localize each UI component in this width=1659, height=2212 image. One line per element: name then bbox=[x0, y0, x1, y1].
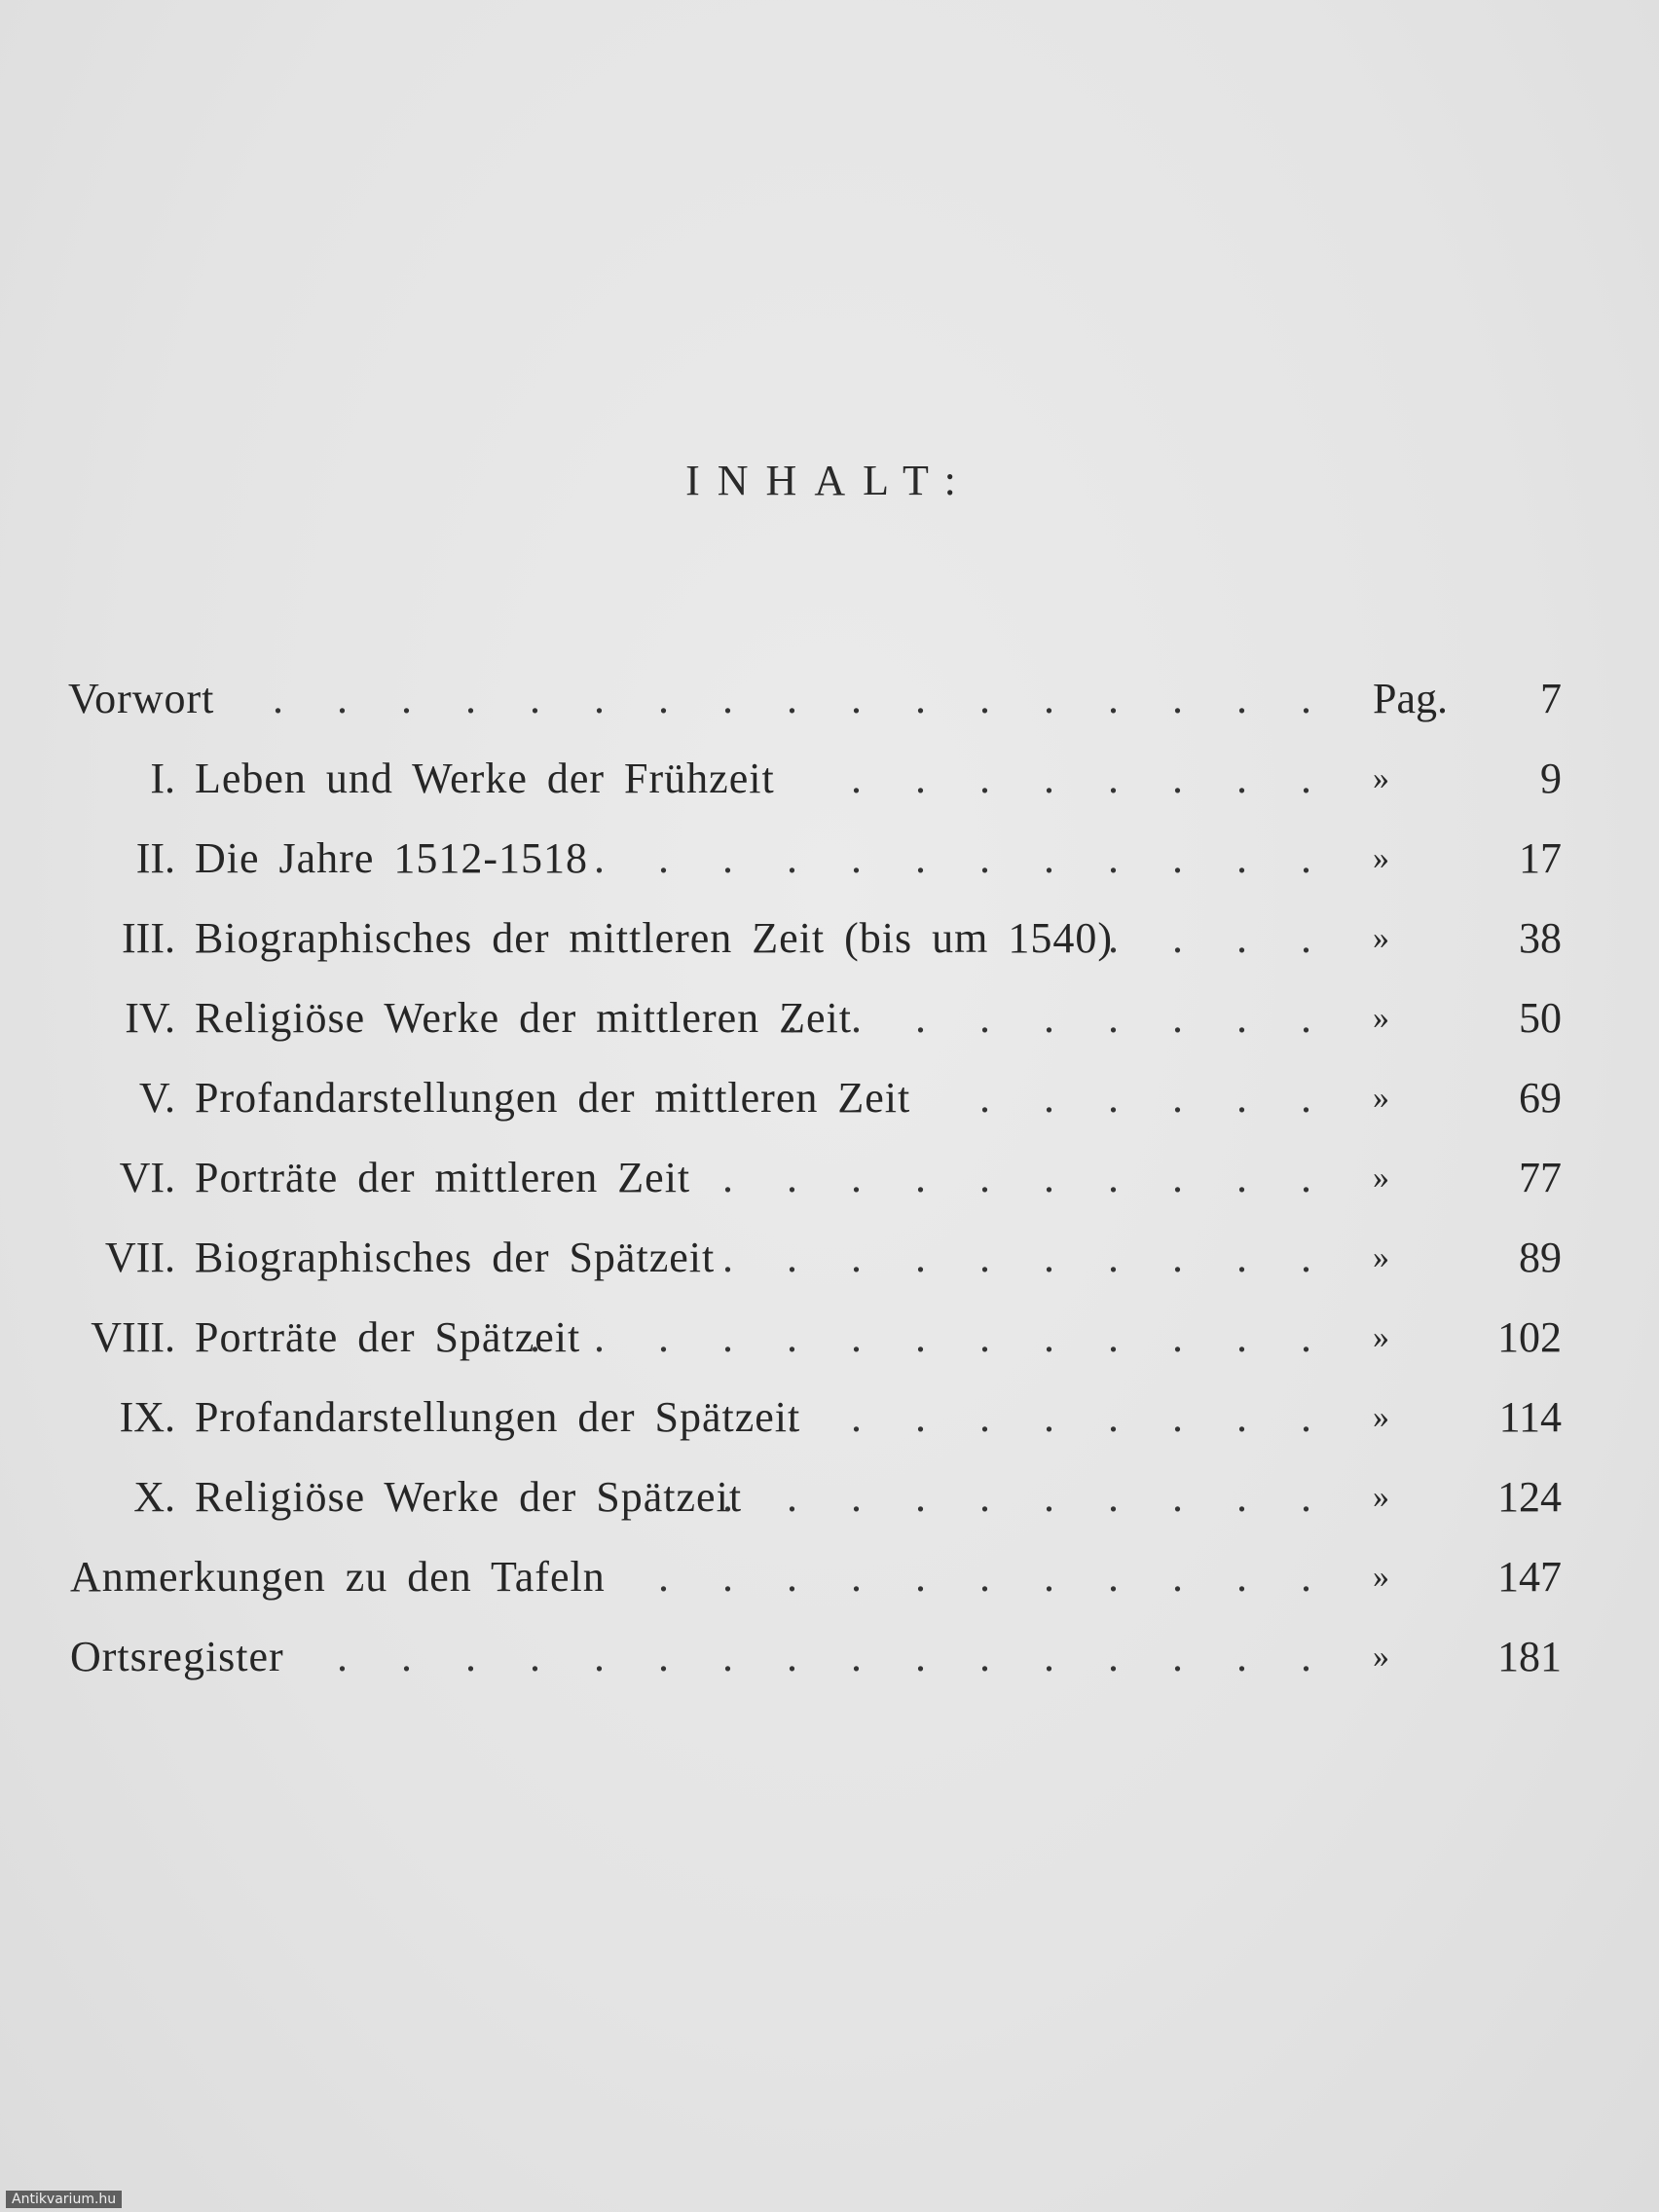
toc-page-number: 77 bbox=[1519, 1154, 1562, 1201]
toc-entry-anmerkungen bbox=[0, 1548, 1659, 1606]
toc-page-number: 181 bbox=[1497, 1633, 1562, 1680]
toc-entry-label: Porträte der Spätzeit bbox=[195, 1313, 581, 1361]
toc-entry-label: Religiöse Werke der mittleren Zeit bbox=[195, 994, 852, 1042]
toc-entry-label: Vorwort bbox=[68, 675, 215, 722]
toc-chapter-numeral: V. bbox=[138, 1074, 175, 1122]
toc-chapter-numeral: IX. bbox=[119, 1393, 175, 1441]
toc-page-prefix: Pag. bbox=[1373, 675, 1448, 722]
toc-entry-label: Biographisches der mittleren Zeit (bis um 1540) bbox=[195, 914, 1114, 962]
toc-entry-chapter-6 bbox=[0, 1149, 1659, 1207]
toc-entry-chapter-9 bbox=[0, 1388, 1659, 1447]
toc-chapter-numeral: VII. bbox=[104, 1234, 175, 1281]
toc-entry-chapter-3 bbox=[0, 909, 1659, 968]
toc-entry-chapter-5 bbox=[0, 1069, 1659, 1127]
toc-leader-dots: . . . . . . . . bbox=[851, 755, 1333, 802]
toc-ditto-mark: » bbox=[1373, 1000, 1389, 1036]
toc-page-number: 124 bbox=[1497, 1473, 1562, 1521]
toc-entry-chapter-1 bbox=[0, 750, 1659, 808]
toc-entry-chapter-7 bbox=[0, 1229, 1659, 1287]
toc-ditto-mark: » bbox=[1373, 760, 1389, 796]
toc-page-number: 7 bbox=[1540, 675, 1562, 722]
toc-entry-chapter-4 bbox=[0, 989, 1659, 1048]
toc-ditto-mark: » bbox=[1373, 1559, 1389, 1595]
toc-entry-chapter-2 bbox=[0, 830, 1659, 888]
toc-leader-dots: . . . . . . . . . . bbox=[722, 1473, 1333, 1521]
toc-ditto-mark: » bbox=[1373, 1479, 1389, 1515]
toc-entry-chapter-10 bbox=[0, 1468, 1659, 1527]
toc-leader-dots: . . . . . . . . . bbox=[787, 1393, 1333, 1441]
toc-ditto-mark: » bbox=[1373, 1399, 1389, 1435]
toc-entry-label: Profandarstellungen der mittleren Zeit bbox=[195, 1074, 911, 1122]
toc-leader-dots: . . . . . . . . . . . . . . . . . bbox=[273, 675, 1333, 722]
toc-ditto-mark: » bbox=[1373, 1160, 1389, 1196]
toc-page-number: 50 bbox=[1519, 994, 1562, 1042]
toc-leader-dots: . . . . . . bbox=[979, 1074, 1333, 1122]
toc-entry-vorwort bbox=[0, 670, 1659, 728]
toc-page-number: 9 bbox=[1540, 755, 1562, 802]
toc-leader-dots: . . . . . . . . . . . . . bbox=[530, 1313, 1333, 1361]
toc-page-number: 114 bbox=[1498, 1393, 1562, 1441]
toc-leader-dots: . . . . bbox=[1108, 914, 1333, 962]
toc-ditto-mark: » bbox=[1373, 840, 1389, 876]
toc-entry-label: Religiöse Werke der Spätzeit bbox=[195, 1473, 743, 1521]
toc-chapter-numeral: VI. bbox=[119, 1154, 175, 1201]
toc-page-number: 17 bbox=[1519, 834, 1562, 882]
toc-leader-dots: . . . . . . . . . . bbox=[722, 1154, 1333, 1201]
toc-chapter-numeral: I. bbox=[150, 755, 175, 802]
toc-chapter-numeral: X. bbox=[133, 1473, 175, 1521]
toc-entry-label: Anmerkungen zu den Tafeln bbox=[70, 1553, 606, 1601]
toc-ditto-mark: » bbox=[1373, 1239, 1389, 1275]
toc-entry-label: Ortsregister bbox=[70, 1633, 284, 1680]
toc-entry-chapter-8 bbox=[0, 1309, 1659, 1367]
toc-entry-label: Die Jahre 1512-1518 bbox=[195, 834, 589, 882]
toc-chapter-numeral: VIII. bbox=[91, 1313, 175, 1361]
page-title: INHALT: bbox=[685, 457, 974, 504]
toc-ditto-mark: » bbox=[1373, 920, 1389, 956]
toc-ditto-mark: » bbox=[1373, 1319, 1389, 1355]
toc-chapter-numeral: III. bbox=[122, 914, 175, 962]
toc-entry-label: Profandarstellungen der Spätzeit bbox=[195, 1393, 801, 1441]
toc-entry-ortsregister bbox=[0, 1628, 1659, 1686]
toc-ditto-mark: » bbox=[1373, 1639, 1389, 1675]
toc-page-number: 38 bbox=[1519, 914, 1562, 962]
toc-entry-label: Leben und Werke der Frühzeit bbox=[195, 755, 775, 802]
toc-leader-dots: . . . . . . . . . . bbox=[722, 1234, 1333, 1281]
toc-leader-dots: . . . . . . . . . . . . bbox=[594, 834, 1333, 882]
toc-page-number: 102 bbox=[1497, 1313, 1562, 1361]
toc-chapter-numeral: IV. bbox=[125, 994, 175, 1042]
toc-page-number: 69 bbox=[1519, 1074, 1562, 1122]
toc-page-number: 89 bbox=[1519, 1234, 1562, 1281]
toc-leader-dots: . . . . . . . . . bbox=[787, 994, 1333, 1042]
toc-entry-label: Biographisches der Spätzeit bbox=[195, 1234, 716, 1281]
toc-ditto-mark: » bbox=[1373, 1080, 1389, 1116]
toc-entry-label: Porträte der mittleren Zeit bbox=[195, 1154, 691, 1201]
toc-page-number: 147 bbox=[1497, 1553, 1562, 1601]
toc-chapter-numeral: II. bbox=[135, 834, 175, 882]
toc-leader-dots: . . . . . . . . . . . bbox=[658, 1553, 1333, 1601]
toc-leader-dots: . . . . . . . . . . . . . . . . bbox=[337, 1633, 1333, 1680]
source-watermark: Antikvarium.hu bbox=[6, 2191, 122, 2208]
